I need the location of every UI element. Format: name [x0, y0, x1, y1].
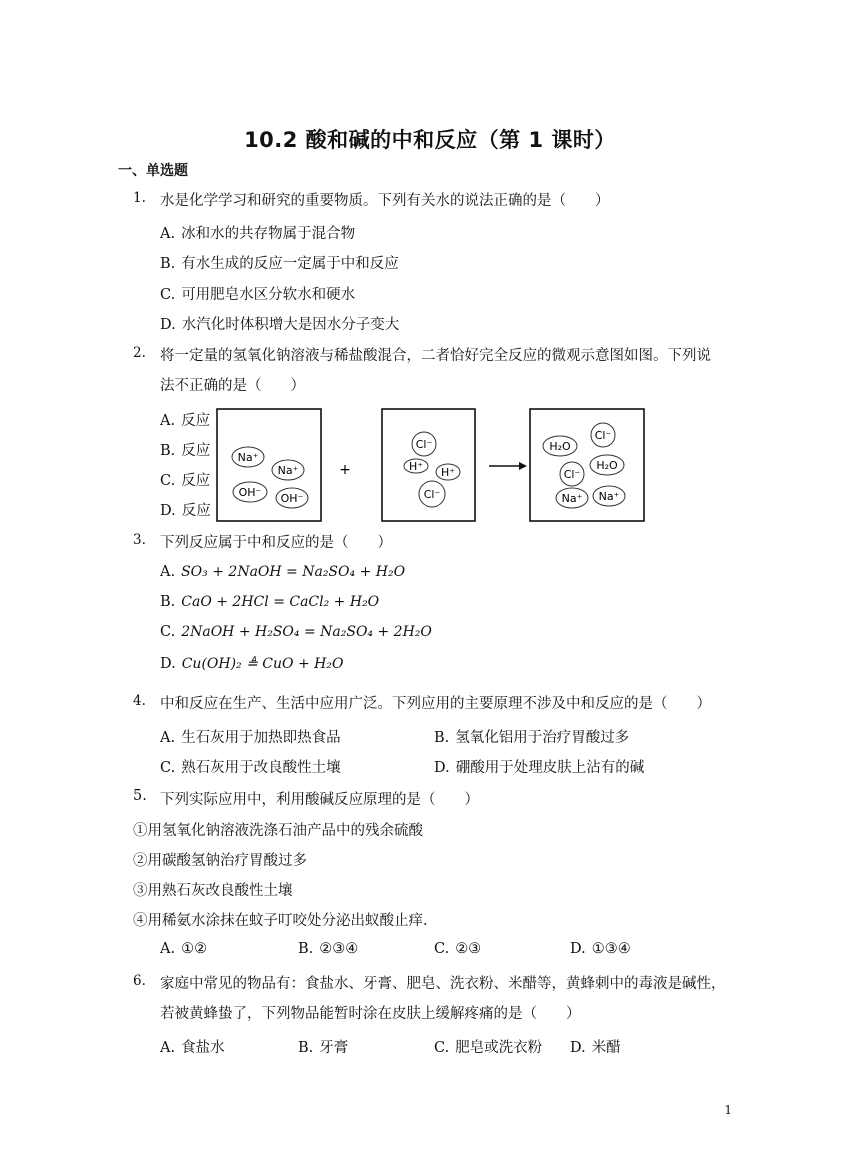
option-d	[570, 941, 631, 957]
ion-label: Na⁺	[277, 464, 299, 477]
option-text: 冰和水的共存物属于混合物	[181, 226, 356, 242]
option-label: B.	[298, 941, 314, 957]
statement-item: ①用氢氧化钠溶液洗涤石油产品中的残余硫酸	[133, 823, 423, 839]
option-text: ②③	[455, 941, 482, 957]
option-text: 反应	[181, 503, 211, 519]
option-label: C.	[160, 287, 176, 303]
molecule-h2o-1	[543, 436, 577, 456]
option-label: A.	[160, 564, 176, 580]
question-stem: 水是化学学习和研究的重要物质。下列有关水的说法正确的是（ ）	[160, 193, 610, 209]
plus-sign: +	[339, 462, 351, 478]
option-label: A.	[160, 1040, 176, 1056]
option-b	[298, 941, 358, 957]
question-number: 2.	[133, 345, 146, 361]
option-a	[160, 726, 341, 747]
option-a	[160, 222, 355, 243]
ion-na-1	[232, 447, 264, 467]
option-d	[570, 1036, 621, 1057]
option-label: A.	[160, 730, 176, 746]
option-text: 食盐水	[181, 1040, 225, 1056]
ion-label: Na⁺	[561, 492, 583, 505]
ion-cl-4	[560, 462, 584, 486]
option-text: 生石灰用于加热即热食品	[181, 730, 341, 746]
option-text: 反应	[181, 413, 211, 429]
option-label: D.	[160, 317, 176, 333]
option-text: 硼酸用于处理皮肤上沾有的碱	[455, 760, 645, 776]
question-stem-line2: 若被黄蜂蛰了，下列物品能暂时涂在皮肤上缓解疼痛的是（ ）	[160, 1006, 581, 1022]
ion-label: H₂O	[596, 459, 618, 472]
ion-na-4	[593, 486, 625, 506]
option-label: A.	[160, 226, 176, 242]
option-label: B.	[434, 730, 450, 746]
option-c	[434, 941, 481, 957]
option-label: C.	[434, 1040, 450, 1056]
question-stem: 将一定量的氢氧化钠溶液与稀盐酸混合，二者恰好完全反应的微观示意图如图。下列说	[160, 348, 711, 364]
option-c	[160, 756, 341, 777]
question-number: 5.	[133, 788, 147, 804]
ion-cl-3	[591, 423, 615, 447]
option-b	[160, 594, 379, 610]
option-text: ②③④	[319, 941, 359, 957]
question-number: 3.	[133, 532, 146, 548]
option-label: D.	[434, 760, 450, 776]
option-label: D.	[570, 941, 586, 957]
option-text: 反应	[181, 473, 211, 489]
option-text: 水汽化时体积增大是因水分子变大	[181, 317, 400, 333]
question-stem: 家庭中常见的物品有：食盐水、牙膏、肥皂、洗衣粉、米醋等，黄蜂刺中的毒液是碱性，	[160, 976, 726, 992]
ion-label: H⁺	[440, 466, 456, 479]
ion-label: H⁺	[408, 460, 424, 473]
molecule-h2o-2	[590, 455, 624, 475]
option-c	[434, 1036, 542, 1057]
equation-text: CaO + 2HCl = CaCl₂ + H₂O	[181, 594, 380, 610]
option-text: 可用肥皂水区分软水和硬水	[181, 287, 356, 303]
equation-text: 2NaOH + H₂SO₄ = Na₂SO₄ + 2H₂O	[181, 624, 432, 640]
option-label: B.	[160, 443, 176, 459]
ion-na-2	[272, 460, 304, 480]
option-d	[434, 756, 644, 777]
equation-text: SO₃ + 2NaOH = Na₂SO₄ + H₂O	[181, 564, 406, 580]
page-number: 1	[724, 1103, 732, 1117]
option-text: ①③④	[591, 941, 631, 957]
option-b	[160, 439, 210, 460]
reaction-diagram	[216, 408, 646, 524]
product-box	[530, 409, 644, 521]
option-d	[160, 656, 343, 672]
option-b	[298, 1036, 348, 1057]
option-b	[160, 252, 399, 273]
option-label: D.	[570, 1040, 586, 1056]
option-text: 牙膏	[319, 1040, 349, 1056]
equation-text: Cu(OH)₂ ≜ CuO + H₂O	[181, 656, 344, 672]
option-a	[160, 409, 210, 430]
question-stem: 中和反应在生产、生活中应用广泛。下列应用的主要原理不涉及中和反应的是（ ）	[160, 696, 711, 712]
ion-label: OH⁻	[280, 492, 304, 505]
ion-cl-2	[419, 481, 445, 507]
option-d	[160, 499, 211, 520]
option-label: C.	[434, 941, 450, 957]
ion-label: Na⁺	[237, 451, 259, 464]
option-c	[160, 469, 210, 490]
question-stem: 下列反应属于中和反应的是（ ）	[160, 535, 392, 551]
ion-h-2	[436, 464, 460, 480]
option-text: 肥皂或洗衣粉	[455, 1040, 543, 1056]
ion-oh-1	[233, 482, 267, 502]
question-number: 4.	[133, 693, 146, 709]
ion-label: Cl⁻	[423, 488, 441, 501]
option-label: B.	[160, 594, 176, 610]
question-stem: 下列实际应用中，利用酸碱反应原理的是（ ）	[160, 792, 479, 808]
option-c	[160, 624, 432, 640]
ion-h-1	[404, 459, 428, 473]
option-label: B.	[298, 1040, 314, 1056]
option-text: 米醋	[591, 1040, 621, 1056]
option-label: A.	[160, 413, 176, 429]
option-a	[160, 941, 207, 957]
ion-label: Na⁺	[598, 490, 620, 503]
option-label: C.	[160, 624, 176, 640]
ion-oh-2	[276, 488, 308, 508]
statement-item: ②用碳酸氢钠治疗胃酸过多	[133, 853, 307, 869]
ion-label: Cl⁻	[563, 468, 581, 481]
option-text: ①②	[181, 941, 208, 957]
option-d	[160, 313, 399, 334]
ion-label: Cl⁻	[594, 429, 612, 442]
statement-item: ④用稀氨水涂抹在蚊子叮咬处分泌出蚁酸止痒.	[133, 913, 428, 929]
ion-label: H₂O	[549, 440, 571, 453]
question-stem-line2: 法不正确的是（ ）	[160, 378, 305, 394]
option-label: D.	[160, 503, 176, 519]
ion-label: OH⁻	[238, 486, 262, 499]
section-heading: 一、单选题	[118, 163, 188, 179]
ion-label: Cl⁻	[415, 438, 433, 451]
option-text: 氢氧化铝用于治疗胃酸过多	[455, 730, 630, 746]
reaction-arrow-head	[519, 462, 527, 470]
option-text: 熟石灰用于改良酸性土壤	[181, 760, 341, 776]
ion-cl-1	[412, 432, 436, 456]
option-a	[160, 564, 405, 580]
option-text: 反应	[181, 443, 211, 459]
question-number: 6.	[133, 973, 146, 989]
option-b	[434, 726, 629, 747]
page-title: 10.2 酸和碱的中和反应（第 1 课时）	[244, 128, 616, 152]
ion-na-3	[556, 488, 588, 508]
option-label: B.	[160, 256, 176, 272]
option-text: 有水生成的反应一定属于中和反应	[181, 256, 399, 272]
question-number: 1.	[133, 190, 146, 206]
statement-item: ③用熟石灰改良酸性土壤	[133, 883, 293, 899]
reactant-box-base	[217, 409, 321, 521]
option-label: A.	[160, 941, 176, 957]
option-a	[160, 1036, 225, 1057]
option-label: D.	[160, 656, 176, 672]
option-label: C.	[160, 760, 176, 776]
option-label: C.	[160, 473, 176, 489]
option-c	[160, 283, 355, 304]
